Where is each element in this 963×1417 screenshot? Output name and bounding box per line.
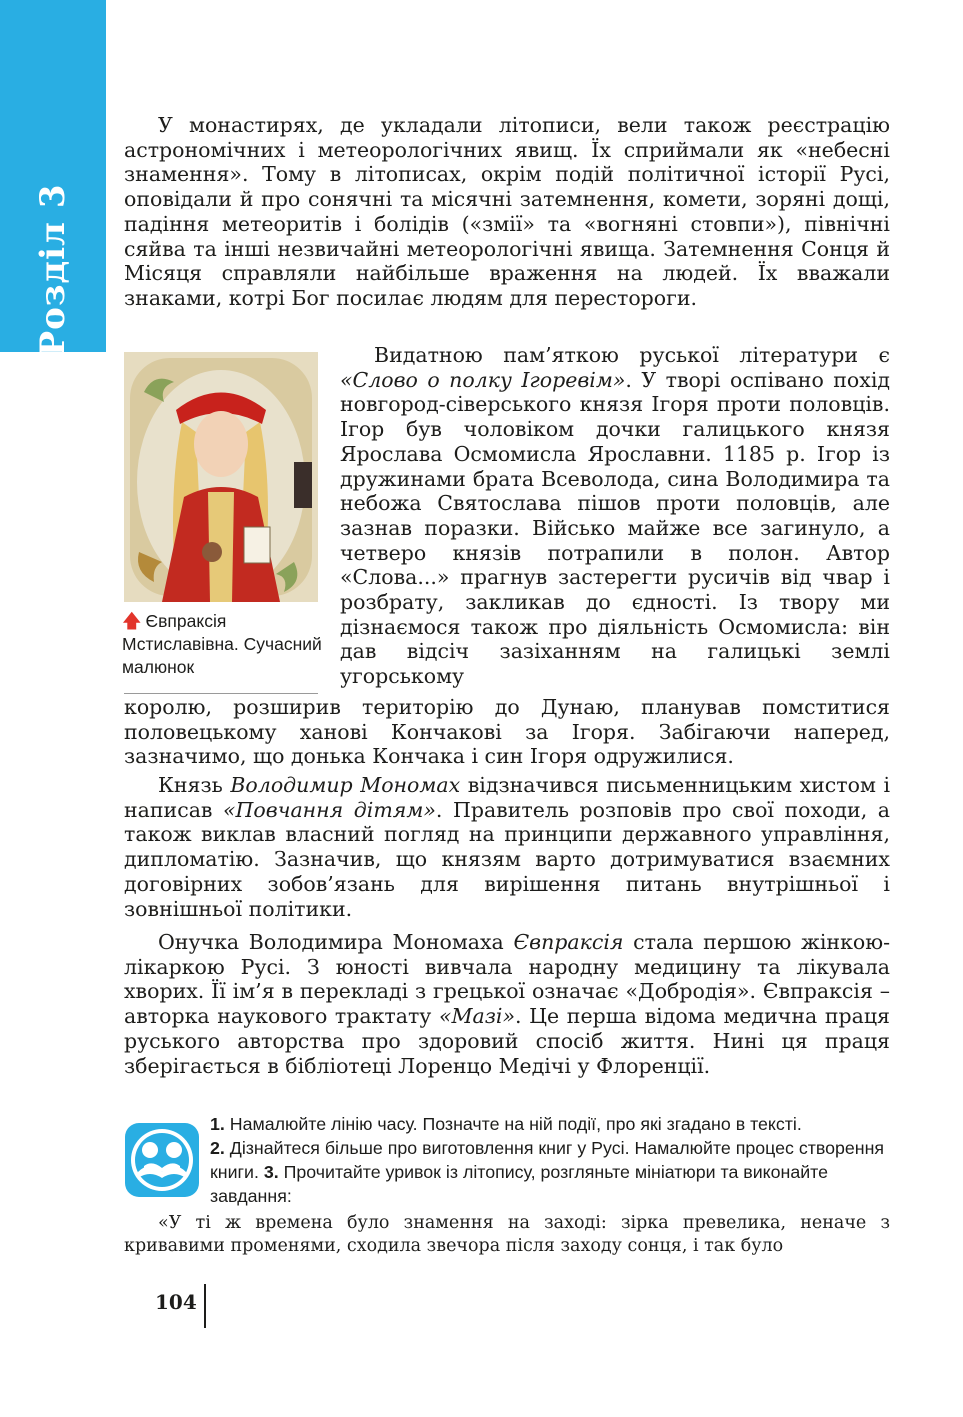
paragraph-slovo [340, 343, 890, 689]
task-2-text: Дізнайтеся більше про виготовлення книг у Русі. Намалюйте процес створення книги. [210, 1138, 885, 1182]
paragraph-monomakh-c: . Правитель розповів про свої походи, а також виклав власний погляд на принципи державного управління, дипломатію. Зазначив, що князям варто дотримуватися взаємних договірних зобов’язань для вирішення питань внутрішньої і зовнішньої політики. [124, 797, 890, 921]
task-1-text: Намалюйте лінію часу. Позначте на ній події, про які згадано в тексті. [224, 1114, 802, 1134]
name-yevpraksiia: Євпраксія [513, 930, 624, 954]
paragraph-monomakh-a: Князь [158, 773, 231, 797]
section-tab-label: Розділ 3 [33, 183, 73, 357]
paragraph-slovo-lead: Видатною пам’яткою руської літератури є [374, 343, 890, 367]
paragraph-slovo-continued: королю, розширив територію до Дунаю, планував помститися половецькому ханові Кончакові за Ігоря. Забігаючи наперед, зазначимо, що донька Кончака і син Ігоря одружилися. [124, 695, 890, 769]
task-3-text: Прочитайте уривок із літопису, розгляньте мініатюри та виконайте завдання: [210, 1162, 829, 1206]
portrait-image [124, 352, 318, 602]
portrait-caption-text: Євпраксія Мстиславівна. Сучасний малюнок [122, 611, 322, 677]
work-title-povchannia: «Повчання дітям» [223, 797, 436, 822]
caption-divider [124, 693, 318, 694]
paragraph-yevpraksiia-c: . Це перша відома медична праця руського авторства про здоровий спосіб життя. Нині ця праця зберігається в бібліотеці Лоренцо Медічі у Флоренції. [124, 1004, 890, 1078]
work-title-mazi: «Мазі» [438, 1004, 516, 1029]
task-3-number: 3. [263, 1162, 279, 1182]
task-list [210, 1112, 890, 1208]
task-1-number: 1. [210, 1114, 225, 1134]
paragraph-yevpraksiia-a: Онучка Володимира Мономаха [158, 930, 514, 954]
arrow-up-icon: 🡅 [122, 611, 142, 632]
page-number-divider [204, 1284, 206, 1328]
work-title-slovo: «Слово о полку Ігоревім» [340, 367, 626, 392]
portrait-caption [122, 610, 322, 679]
task-2-number: 2. [210, 1138, 225, 1158]
paragraph-yevpraksiia-b: стала першою жінкою-лікаркою Русі. З юності вивчала народну медицину та лікувала хворих. Її ім’я в перекладі з грецької означає «Добродія». Євпраксія – авторка наукового трактату [124, 930, 891, 1029]
page-number: 104 [155, 1290, 197, 1314]
paragraph-chronicles: У монастирях, де укладали літописи, вели також реєстрацію астрономічних і метеорологічних явищ. Їх сприймали як «небесні знамення». Тому в літописах, окрім подій політичної історії Русі, оповідали й про сонячні та місячні затемнення, комети, зоряні дощі, падіння метеоритів і болідів («змії» та «вогняні стовпи»), північні сяйва та інші незвичайні метеорологічні явища. Затемнення Сонця й Місяця справляли найбільше враження на людей. Їх вважали знаками, котрі Бог посилає людям для перестороги. [124, 113, 890, 310]
reading-children-icon [124, 1122, 200, 1198]
section-tab [0, 0, 106, 357]
portrait-illustration [124, 352, 318, 602]
paragraph-yevpraksiia [124, 930, 890, 1078]
chronicle-quote: «У ті ж времена було знамення на заході: зірка превелика, неначе з кривавими променями, сходила звечора після заходу сонця, і так було [124, 1213, 890, 1256]
paragraph-monomakh-b: відзначився письменницьким хистом і написав [124, 773, 891, 822]
paragraph-slovo-body: . У творі оспівано похід новгород-сіверського князя Ігоря проти половців. Ігор був чоловіком дочки галицького князя Ярослава Осмомисла Ярославни. 1185 р. Ігор із дружинами брата Всеволода, сина Володимира та небожа Святослава пішов проти половців, але зазнав поразки. Військо майже все загинуло, а четверо князів потрапили в полон. Автор «Слова...» прагнув застерегти русичів від чвар і розбрату, закликав до єдності. Із твору ми дізнаємося також про діяльність Осмомисла: він дав відсіч зазіханням на галицькі землі угорському [340, 367, 890, 689]
name-monomakh: Володимир Мономах [230, 773, 461, 797]
paragraph-monomakh [124, 773, 890, 921]
